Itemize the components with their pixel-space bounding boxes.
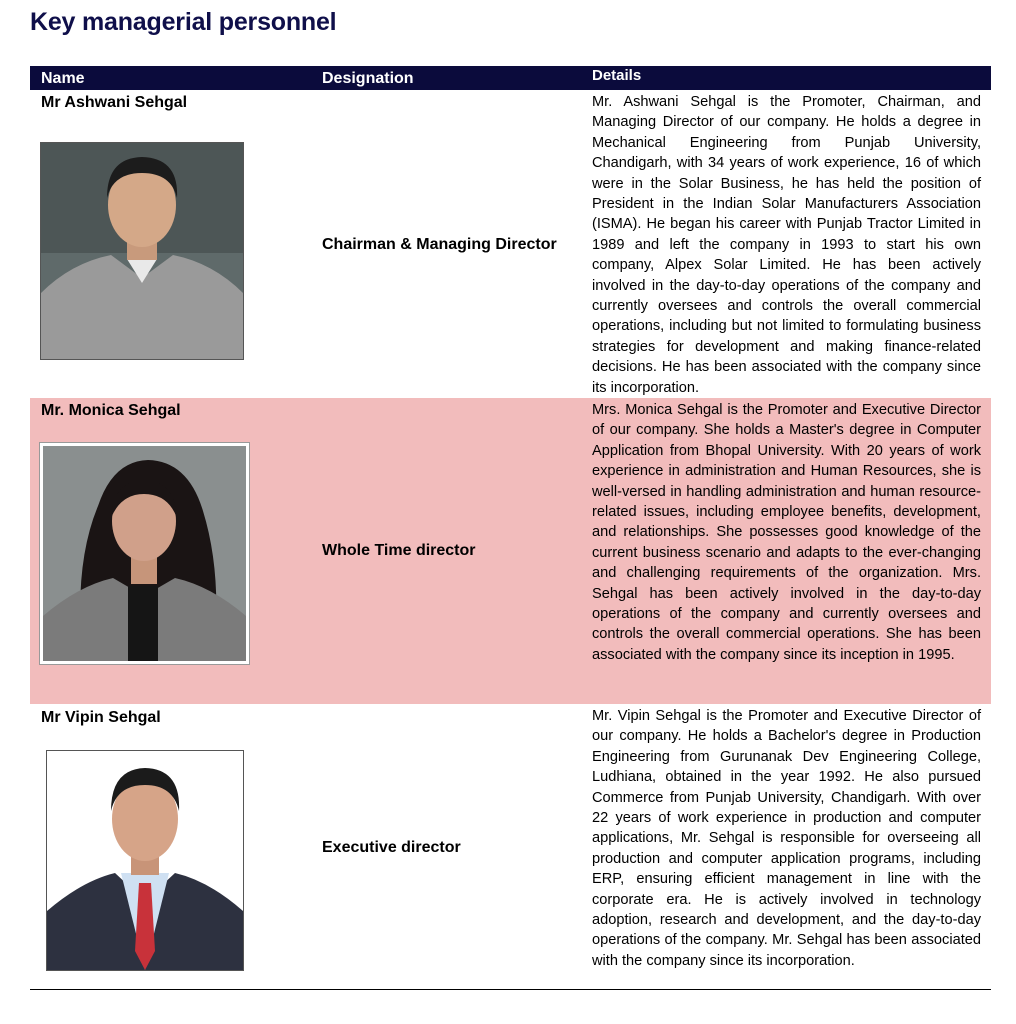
table-bottom-border	[30, 989, 991, 990]
person-details: Mr. Ashwani Sehgal is the Promoter, Chairman, and Managing Director of our company. He holds a degree in Mechanical Engineering from Punjab University, Chandigarh, with 34 years of work experience, 16 of which were in the Solar Business, he has held the position of President in the Indian Solar Manufacturers Association (ISMA). He began his career with Punjab Tractor Limited in 1989 and left the company in 1993 to start his own company, Alpex Solar Limited. He has been actively involved in the day-to-day operations of the company and currently oversees and controls the overall commercial operations, including but not limited to formulating business strategies for development and making finance-related decisions. He has been associated with the company since its incorporation.	[592, 94, 981, 396]
photo-monica-sehgal	[40, 443, 249, 664]
table-header	[30, 66, 991, 90]
header-designation: Designation	[322, 70, 414, 87]
person-name: Mr Vipin Sehgal	[41, 709, 161, 726]
person-designation: Executive director	[322, 839, 461, 856]
table-row	[30, 705, 991, 989]
header-details: Details	[592, 67, 642, 84]
table-row	[30, 398, 991, 704]
person-designation: Whole Time director	[322, 542, 476, 559]
person-details: Mrs. Monica Sehgal is the Promoter and Executive Director of our company. She holds a Master's degree in Computer Application from Bhopal University. With 20 years of work experience in administration and Human Resources, she is well-versed in handling administration and human resource-related issues, including employee benefits, development, and relationships. She possesses good knowledge of the current business scenario and adapts to the ever-changing and challenging requirements of the organization. Mrs. Sehgal has been actively involved in the day-to-day operations of the company and currently oversees and controls the overall commercial operations. She has been associated with the company since its inception in 1995.	[592, 402, 981, 663]
person-name: Mr Ashwani Sehgal	[41, 94, 188, 111]
photo-vipin-sehgal	[46, 750, 244, 971]
person-details: Mr. Vipin Sehgal is the Promoter and Executive Director of our company. He holds a Bachelor's degree in Production Engineering from Gurunanak Dev Engineering College, Ludhiana, obtained in the year 1992. He also pursued Commerce from Punjab University, Chandigarh. With over 22 years of work experience in production and computer applications, Mr. Sehgal is responsible for overseeing all production and computer application programs, including ERP, ensuring efficient management in line with the corporate era. He is actively involved in technology adoption, research and development, and the day-to-day operations of the company. Mr. Sehgal has been associated with the company since its incorporation.	[592, 708, 981, 969]
photo-ashwani-sehgal	[40, 142, 244, 360]
table-row	[30, 90, 991, 397]
person-designation: Chairman & Managing Director	[322, 236, 557, 253]
header-name: Name	[41, 70, 85, 87]
page-title: Key managerial personnel	[30, 8, 337, 36]
person-name: Mr. Monica Sehgal	[41, 402, 181, 419]
